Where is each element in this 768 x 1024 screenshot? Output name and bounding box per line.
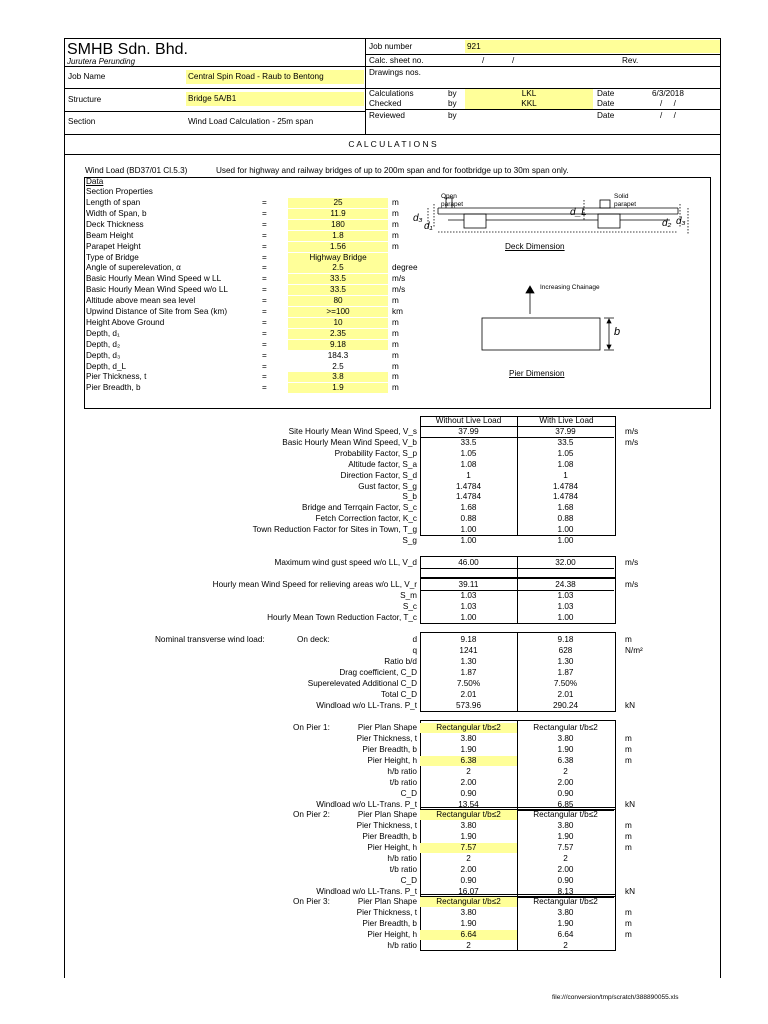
property-equals: = [262,241,267,251]
property-value: 10 [288,318,388,328]
property-unit: m [392,372,399,382]
table-cell-with-ll: 1.87 [557,668,574,677]
table-row-unit: m/s [625,437,639,447]
solid-parapet-label: Solid parapet [614,193,637,208]
table-cell-with-ll: 1.05 [557,448,574,458]
section-value: Wind Load Calculation - 25m span [188,117,314,126]
table-cell-without-ll: 2.00 [460,865,477,874]
property-value: 2.5 [332,361,344,371]
table-row-unit: m [625,821,632,830]
property-label: Depth, d₂ [86,339,121,349]
property-equals: = [262,296,267,306]
table-cell-with-ll: 37.99 [517,427,614,438]
table-cell-with-ll: 2 [563,854,568,863]
table-cell-without-ll: 1.03 [460,602,477,611]
wind-load-note: Used for highway and railway bridges of up to 200m span and for footbridge up to 30m span only. [216,166,569,175]
d3-label-left: d₃ [413,213,423,224]
calc-date-label: Date [597,89,615,98]
property-value: 80 [288,296,388,306]
calc-by-value: LKL [465,89,593,99]
checked-by-value: KKL [465,99,593,109]
pier-dimension-label: Pier Dimension [509,369,565,378]
property-equals: = [262,317,267,327]
table-row-label: q [412,646,417,655]
property-value: 33.5 [288,274,388,284]
table-cell-without-ll: 1.90 [460,745,477,754]
table-cell-with-ll: 24.38 [517,580,614,591]
table-cell-without-ll: 37.99 [420,427,517,438]
property-value: 2.5 [288,263,388,273]
table-cell-with-ll: 1.4784 [552,492,579,502]
property-unit: degree [392,263,418,273]
table-cell-without-ll: 2 [466,767,471,776]
calc-sheet-slash-1: / [482,56,485,65]
table-cell-with-ll: 3.80 [557,908,574,917]
table-row-label: Pier Thickness, t [356,734,417,743]
property-equals: = [262,219,267,229]
structure-value: Bridge 5A/B1 [186,92,364,106]
table-row-label: Basic Hourly Mean Wind Speed, V_b [282,437,417,447]
table-cell-without-ll: 1.00 [460,613,477,622]
pier-title: On Pier 1: [293,723,330,732]
table-row-label: S_g [402,536,417,545]
table-cell-without-ll: 2.01 [460,690,477,699]
table-row-label: h/b ratio [387,854,417,863]
table-row-label: h/b ratio [387,767,417,776]
table-cell-without-ll: 13.54 [420,800,517,811]
table-row-label: Site Hourly Mean Wind Speed, V_s [288,427,417,436]
table-cell-with-ll: 1.90 [557,919,574,928]
table-row-label: S_m [400,591,417,600]
property-label: Type of Bridge [86,252,139,262]
table-cell-with-ll: 2.00 [557,778,574,787]
rev-label: Rev. [622,56,639,65]
calculations-label: Calculations [369,89,414,98]
table-row-unit: m [625,843,632,852]
property-unit: m [392,198,399,207]
table-cell-without-ll: 2.00 [460,778,477,787]
property-value: Highway Bridge [288,253,388,263]
property-label: Basic Hourly Mean Wind Speed w LL [86,274,222,284]
property-equals: = [262,383,267,393]
table-cell-without-ll: 1.87 [460,668,477,677]
pier-shape-label: Pier Plan Shape [357,723,417,732]
table-cell-without-ll: 2 [466,854,471,863]
table-cell-without-ll: 7.50% [456,679,481,688]
table-row-unit: kN [625,701,636,710]
table-row-label: Direction Factor, S_d [340,470,417,480]
table-cell-with-ll: 628 [558,646,573,655]
table-row-label: t/b ratio [389,865,417,874]
pier-diagram [478,282,638,362]
calc-sheet-slash-2: / [512,56,515,65]
drawings-label: Drawings nos. [369,68,421,77]
table-cell-with-ll: 7.50% [553,679,578,688]
property-label: Upwind Distance of Site from Sea (km) [86,307,228,316]
table-cell-with-ll: 2.01 [557,690,574,699]
property-value: 33.5 [288,285,388,295]
table-cell-without-ll: 1.90 [460,832,477,841]
property-unit: m [392,296,399,306]
table-cell-without-ll: 3.80 [460,821,477,830]
property-equals: = [262,307,267,316]
table-cell-without-ll: 1.90 [460,919,477,928]
property-value: 1.8 [288,231,388,241]
table-cell-without-ll: 573.96 [420,701,517,712]
table-row-unit: m/s [625,427,639,436]
table-row-label: Total C_D [381,690,417,699]
table-row-label: Hourly mean Wind Speed for relieving areas w/o LL, V_r [212,580,417,589]
table-cell-with-ll: 8.13 [517,887,614,898]
property-equals: = [262,372,267,382]
table-row-unit: m/s [625,558,639,567]
table-cell-without-ll: 33.5 [460,437,477,447]
col-without-ll: Without Live Load [435,416,502,425]
reviewed-date-label: Date [597,111,615,120]
property-equals: = [262,208,267,218]
table-row-unit: kN [625,887,636,896]
increasing-chainage-label: Increasing Chainage [540,284,600,291]
table-row-label: Ratio b/d [384,657,417,666]
property-unit: m/s [392,285,406,295]
table-row-label: Pier Height, h [367,843,417,852]
table-cell-with-ll: 1.90 [557,832,574,841]
pier-shape-without-ll: Rectangular t/b≤2 [420,897,517,907]
reviewed-by-label: by [448,111,457,120]
company-subtitle: Jurutera Perunding [67,57,136,66]
property-value: 1.9 [288,383,388,393]
property-unit: m [392,350,399,360]
table-cell-without-ll: 1.05 [460,448,477,458]
table-cell-with-ll: 1.00 [557,536,574,545]
property-unit: m [392,328,399,338]
data-label: Data [86,177,104,186]
property-unit: m [392,230,399,240]
table-cell-without-ll: 6.38 [420,756,517,766]
pier-shape-without-ll: Rectangular t/b≤2 [420,723,517,733]
table-cell-without-ll: 3.80 [460,734,477,743]
table-cell-with-ll: 290.24 [517,701,614,712]
calc-sheet-label: Calc. sheet no. [369,56,424,65]
table-cell-without-ll: 3.80 [460,908,477,917]
checked-by-label: by [448,99,457,108]
table-cell-with-ll: 33.5 [557,437,574,447]
table-row-label: Probability Factor, S_p [334,448,417,458]
table-row-label: Hourly Mean Town Reduction Factor, T_c [267,613,417,622]
property-value: >=100 [288,307,388,317]
table-cell-without-ll: 1.30 [460,657,477,666]
table-row-unit: kN [625,800,636,809]
structure-label: Structure [68,95,102,104]
table-row-label: S_c [402,602,417,611]
property-label: Beam Height [86,230,134,240]
section-label: Section [68,117,96,126]
property-unit: m [392,208,399,218]
table-row-unit: m [625,832,632,841]
table-row-unit: m/s [625,580,639,589]
open-parapet-label: Open parapet [441,193,464,208]
table-cell-without-ll: 1.08 [460,459,477,469]
table-row-unit: m [625,756,632,765]
property-unit: m [392,241,399,251]
table-row-label: Windload w/o LL-Trans. P_t [316,887,417,896]
table-row-label: Drag coefficient, C_D [339,668,417,677]
table-row-label: Windload w/o LL-Trans. P_t [316,800,417,809]
table-cell-with-ll: 6.64 [557,930,574,939]
property-equals: = [262,198,267,207]
deck-dimension-label: Deck Dimension [505,242,565,251]
property-label: Parapet Height [86,241,141,251]
property-equals: = [262,274,267,284]
table-cell-without-ll: 1241 [459,646,478,655]
pier-b-label: b [614,326,621,338]
table-cell-without-ll: 16.07 [420,887,517,898]
table-row-label: Pier Breadth, b [362,919,417,928]
table-row-label: Bridge and Terrqain Factor, S_c [302,503,417,513]
pier-shape-without-ll: Rectangular t/b≤2 [420,810,517,820]
table-cell-with-ll: 6.85 [517,800,614,811]
pier-shape-label: Pier Plan Shape [357,810,417,819]
dl-label: d_L [570,207,587,218]
table-row-label: Superelevated Additional C_D [307,679,417,688]
job-name-value: Central Spin Road - Raub to Bentong [186,70,364,84]
table-row-label: Gust factor, S_g [358,481,417,491]
table-cell-without-ll: 46.00 [420,558,517,569]
on-deck-label: On deck: [297,635,330,644]
property-label: Deck Thickness [86,219,144,229]
nominal-label: Nominal transverse wind load: [155,635,265,644]
table-cell-with-ll: 1.68 [557,503,574,513]
table-row-label: h/b ratio [387,941,417,950]
d2-label-right: d₂ [662,218,672,229]
table-cell-with-ll: 2.00 [557,865,574,874]
job-number-value: 921 [465,40,720,53]
table-cell-with-ll: 3.80 [557,821,574,830]
table-row-unit: m [625,919,632,928]
property-label: Angle of superelevation, α [86,263,181,273]
property-value: 184.3 [327,350,349,360]
table-cell-without-ll: 9.18 [460,635,477,644]
property-equals: = [262,328,267,338]
table-cell-without-ll: 1.4784 [455,492,482,502]
table-cell-with-ll: 0.90 [557,789,574,798]
footer-path: file:///conversion/tmp/scratch/388890055.xls [552,994,679,1001]
table-row-label: S_b [402,492,417,502]
section-properties-label: Section Properties [86,187,153,196]
property-equals: = [262,252,267,262]
table-row-label: Pier Thickness, t [356,821,417,830]
property-equals: = [262,361,267,371]
table-row-unit: N/m² [625,646,643,655]
table-cell-with-ll: 1.03 [557,591,574,600]
property-value: 11.9 [288,209,388,219]
property-label: Altitude above mean sea level [86,296,196,306]
property-label: Length of span [86,198,141,207]
property-label: Height Above Ground [86,317,165,327]
table-cell-without-ll: 0.90 [460,876,477,885]
job-number-label: Job number [369,42,413,51]
table-row-unit: m [625,635,632,644]
table-row-label: t/b ratio [389,778,417,787]
table-cell-with-ll: 0.88 [557,514,574,524]
table-cell-without-ll: 39.11 [420,580,517,591]
property-equals: = [262,350,267,360]
table-cell-with-ll: 1.08 [557,459,574,469]
table-cell-with-ll: 2 [563,767,568,776]
table-cell-without-ll: 1.68 [460,503,477,513]
table-row-unit: m [625,930,632,939]
property-label: Basic Hourly Mean Wind Speed w/o LL [86,285,228,295]
property-value: 3.8 [288,372,388,382]
d3-label-right: d₃ [676,216,686,227]
company-name: SMHB Sdn. Bhd. [67,41,188,58]
property-label: Width of Span, b [86,208,147,218]
table-row-label: Fetch Correction factor, K_c [315,514,417,524]
pier-shape-with-ll: Rectangular t/b≤2 [533,723,598,732]
table-row-label: Pier Breadth, b [362,745,417,754]
property-value: 2.35 [288,329,388,339]
property-value: 180 [288,220,388,230]
property-unit: km [392,307,403,316]
table-cell-without-ll: 6.64 [420,930,517,940]
table-cell-without-ll: 1.00 [460,525,477,535]
property-equals: = [262,285,267,295]
property-equals: = [262,263,267,273]
table-row-label: Town Reduction Factor for Sites in Town, T_g [252,525,417,535]
table-cell-with-ll: 32.00 [517,558,614,569]
table-row-unit: m [625,745,632,754]
pier-shape-with-ll: Rectangular t/b≤2 [533,897,598,906]
table-row-unit: m [625,908,632,917]
table-row-label: Windload w/o LL-Trans. P_t [316,701,417,710]
table-cell-with-ll: 1.4784 [552,481,579,491]
reviewed-date-value: / / [660,111,676,120]
property-label: Pier Breadth, b [86,383,141,393]
table-row-label: d [412,635,417,644]
property-equals: = [262,339,267,349]
property-unit: m [392,361,399,371]
calc-date-value: 6/3/2018 [652,89,684,98]
table-row-label: Pier Height, h [367,930,417,939]
property-value: 9.18 [288,340,388,350]
pier-shape-label: Pier Plan Shape [357,897,417,906]
property-unit: m [392,339,399,349]
property-equals: = [262,230,267,240]
calc-by-label: by [448,89,457,98]
property-unit: m [392,219,399,229]
table-row-label: Maximum wind gust speed w/o LL, V_d [274,558,417,567]
table-cell-without-ll: 2 [466,941,471,950]
property-label: Depth, d₁ [86,328,120,338]
property-value: 25 [288,198,388,208]
table-cell-without-ll: 1.4784 [455,481,482,491]
table-cell-with-ll: 3.80 [557,734,574,743]
table-cell-with-ll: 2 [563,941,568,950]
table-cell-with-ll: 1.90 [557,745,574,754]
d1-label-left: d₁ [424,221,433,232]
property-value: 1.56 [288,242,388,252]
property-label: Depth, d₃ [86,350,121,360]
property-unit: m [392,317,399,327]
table-cell-with-ll: 1 [563,470,568,480]
table-row-label: C_D [400,789,417,798]
table-row-label: Altitude factor, S_a [348,459,417,469]
table-cell-with-ll: 1.00 [557,525,574,535]
table-cell-with-ll: 6.38 [557,756,574,765]
table-row-label: C_D [400,876,417,885]
table-cell-with-ll: 1.03 [557,602,574,611]
table-row-label: Pier Thickness, t [356,908,417,917]
table-cell-without-ll: 0.90 [460,789,477,798]
table-cell-without-ll: 1.00 [460,536,477,545]
property-unit: m [392,383,399,393]
pier-title: On Pier 3: [293,897,330,906]
table-cell-with-ll: 1.30 [557,657,574,666]
table-cell-with-ll: 9.18 [557,635,574,644]
table-cell-without-ll: 1 [466,470,471,480]
col-with-ll: With Live Load [539,416,594,425]
job-name-label: Job Name [68,72,106,81]
wind-load-heading: Wind Load (BD37/01 Cl.5.3) [85,166,188,175]
reviewed-label: Reviewed [369,111,405,120]
pier-shape-with-ll: Rectangular t/b≤2 [533,810,598,819]
checked-date-value: / / [660,99,676,108]
table-cell-with-ll: 0.90 [557,876,574,885]
checked-label: Checked [369,99,402,108]
pier-title: On Pier 2: [293,810,330,819]
table-row-label: Pier Height, h [367,756,417,765]
table-cell-without-ll: 7.57 [420,843,517,853]
property-label: Pier Thickness, t [86,372,147,382]
table-row-label: Pier Breadth, b [362,832,417,841]
table-cell-with-ll: 7.57 [557,843,574,852]
checked-date-label: Date [597,99,615,108]
property-label: Depth, d_L [86,361,127,371]
property-unit: m/s [392,274,406,284]
table-cell-without-ll: 1.03 [460,591,477,600]
table-cell-with-ll: 1.00 [557,613,574,622]
table-cell-without-ll: 0.88 [460,514,477,524]
table-row-unit: m [625,734,632,743]
calculations-title: C A L C U L A T I O N S [348,139,437,149]
